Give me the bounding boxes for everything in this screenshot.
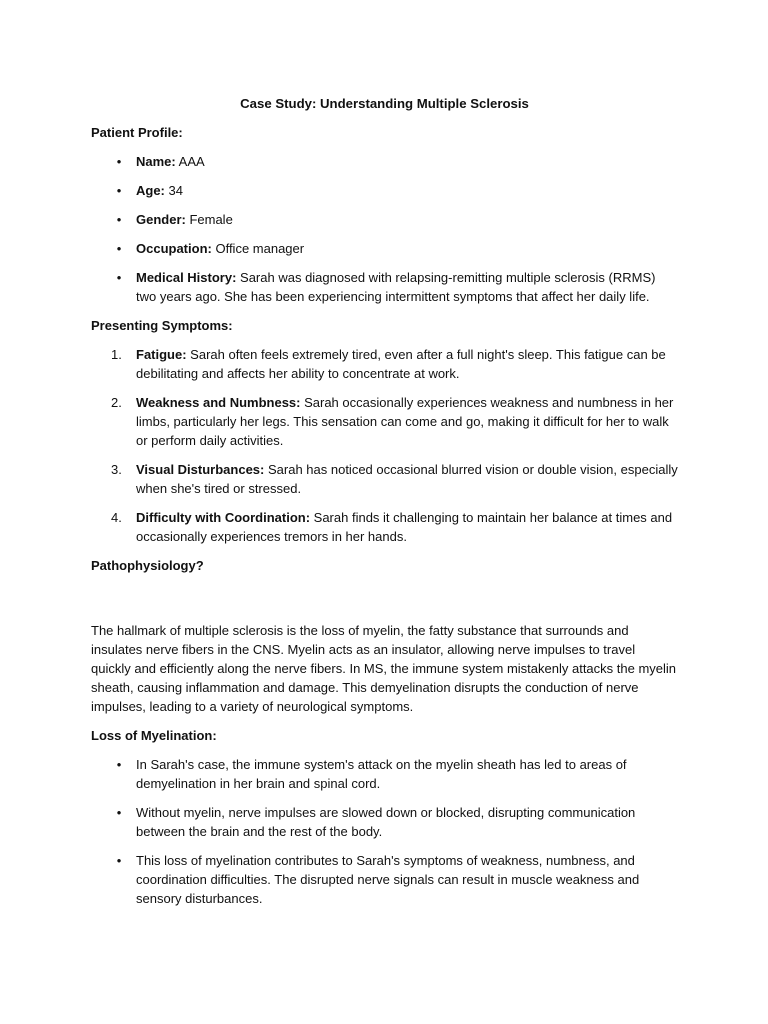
bullet-icon: • [116,183,122,198]
myelination-text: In Sarah's case, the immune system's attack on the myelin sheath has led to areas of demyelination in her brain and spinal cord. [136,757,627,791]
profile-value: Sarah was diagnosed with relapsing-remitting multiple sclerosis (RRMS) two years ago. She has been experiencing intermittent symptoms that affect her daily life. [136,270,656,304]
profile-value: Female [185,212,233,227]
myelination-text: This loss of myelination contributes to Sarah's symptoms of weakness, numbness, and coordination difficulties. The disrupted nerve signals can result in muscle weakness and sensory disturbances. [136,853,640,906]
list-number: 1. [111,347,122,362]
profile-label: Age: [136,183,165,198]
symptoms-heading: Presenting Symptoms: [91,318,233,333]
myelination-list [91,755,678,908]
list-number: 3. [111,462,122,477]
symptom-label: Difficulty with Coordination: [136,510,311,525]
symptom-label: Visual Disturbances: [136,462,265,477]
pathophysiology-heading: Pathophysiology? [91,558,204,573]
profile-label: Occupation: [136,241,212,256]
profile-value: AAA [175,154,205,169]
profile-value: Office manager [211,241,305,256]
symptom-text: Sarah occasionally experiences weakness and numbness in her limbs, particularly her legs. This sensation can come and go, making it difficult for her to walk or perform daily activities. [136,395,674,448]
myelination-heading: Loss of Myelination: [91,728,217,743]
myelination-item [91,803,678,841]
symptom-item-visual [91,460,678,498]
symptom-item-coordination [91,508,678,546]
bullet-icon: • [116,270,122,285]
symptom-text: Sarah has noticed occasional blurred vision or double vision, especially when she's tired or stressed. [136,462,678,496]
symptom-item-fatigue [91,345,678,383]
bullet-icon: • [116,853,122,868]
profile-item-occupation [91,239,678,258]
profile-label: Medical History: [136,270,237,285]
profile-item-age [91,181,678,200]
profile-label: Name: [136,154,176,169]
symptoms-list [91,345,678,546]
bullet-icon: • [116,241,122,256]
symptom-item-weakness [91,393,678,450]
document-title: Case Study: Understanding Multiple Sclerosis [240,96,529,111]
symptom-label: Fatigue: [136,347,187,362]
bullet-icon: • [116,805,122,820]
list-number: 2. [111,395,122,410]
patient-profile-list [91,152,678,306]
symptom-label: Weakness and Numbness: [136,395,301,410]
patient-profile-heading: Patient Profile: [91,125,183,140]
symptom-text: Sarah often feels extremely tired, even after a full night's sleep. This fatigue can be debilitating and affects her ability to concentrate at work. [136,347,666,381]
myelination-text: Without myelin, nerve impulses are slowed down or blocked, disrupting communication between the brain and the rest of the body. [136,805,636,839]
pathophysiology-paragraph: The hallmark of multiple sclerosis is the loss of myelin, the fatty substance that surrounds and insulates nerve fibers in the CNS. Myelin acts as an insulator, allowing nerve impulses to travel quickly and efficiently along the nerve fibers. In MS, the immune system mistakenly attacks the myelin sheath, causing inflammation and damage. This demyelination disrupts the conduction of nerve impulses, leading to a variety of neurological symptoms. [91,623,677,714]
profile-label: Gender: [136,212,186,227]
profile-value: 34 [164,183,183,198]
profile-item-medical-history [91,268,678,306]
bullet-icon: • [116,757,122,772]
myelination-item [91,755,678,793]
profile-item-gender [91,210,678,229]
bullet-icon: • [116,154,122,169]
symptom-text: Sarah finds it challenging to maintain her balance at times and occasionally experiences tremors in her hands. [136,510,673,544]
bullet-icon: • [116,212,122,227]
list-number: 4. [111,510,122,525]
myelination-item [91,851,678,908]
profile-item-name [91,152,678,171]
